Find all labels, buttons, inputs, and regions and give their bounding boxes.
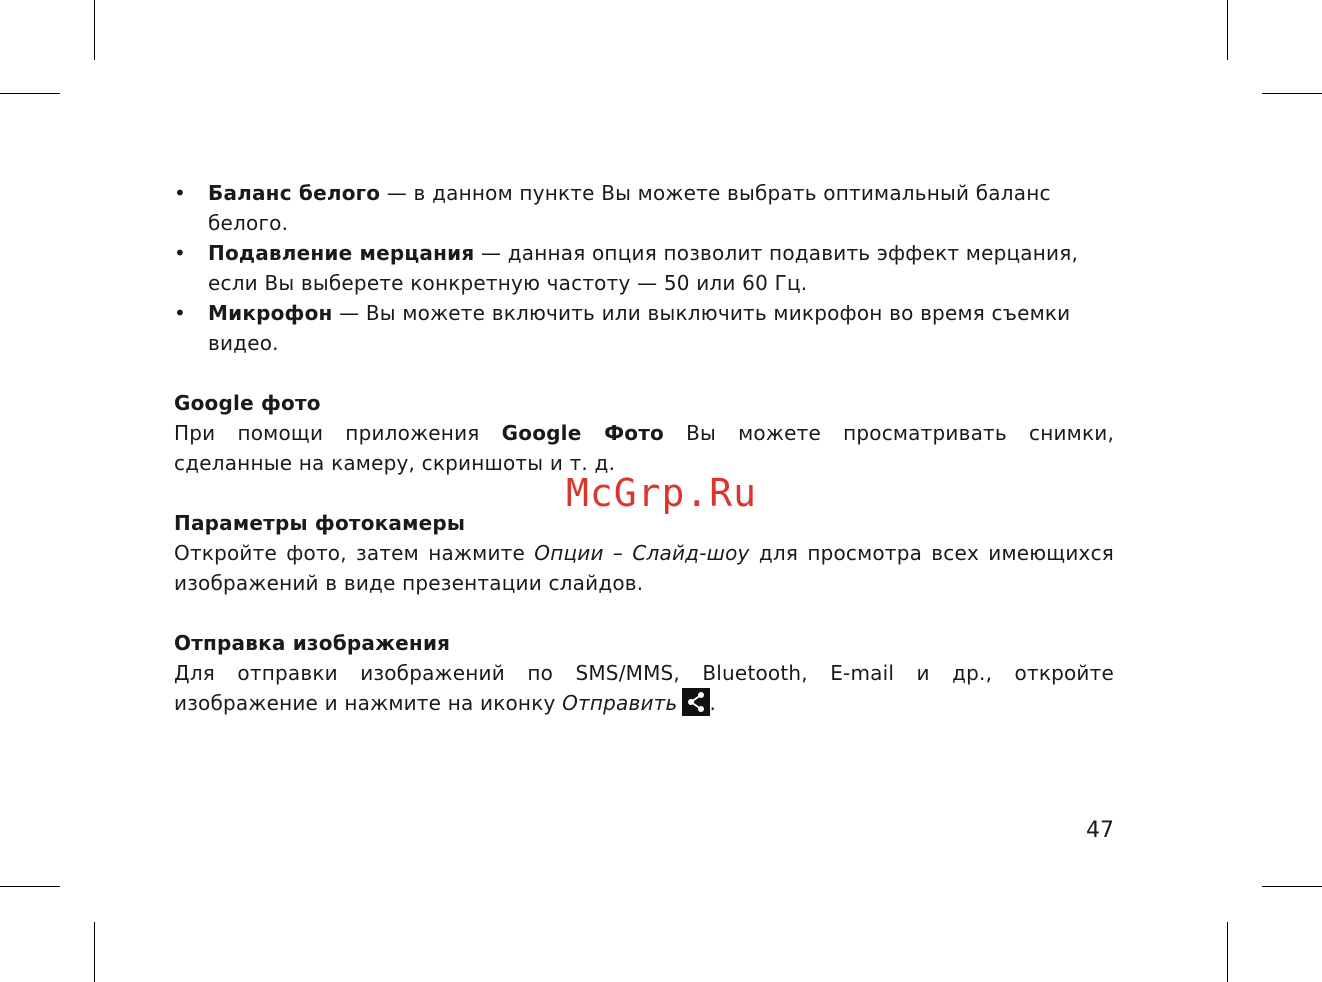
bullet-item-white-balance <box>174 178 1114 238</box>
text-part: для просмотра всех имеющихся изображений в виде презентации слайдов. <box>174 541 1114 595</box>
text-part: . <box>709 691 717 715</box>
bullet-item-flicker-reduction <box>174 238 1114 298</box>
page-content <box>174 178 1114 718</box>
settings-bullet-list <box>174 178 1114 358</box>
crop-mark-top-right-horizontal <box>1262 93 1322 94</box>
crop-mark-bottom-right-vertical <box>1227 922 1228 982</box>
action-name: Отправить <box>562 691 678 715</box>
section-send-image <box>174 628 1114 718</box>
crop-mark-top-left-horizontal <box>0 93 60 94</box>
section-text <box>174 658 1114 718</box>
section-title: Параметры фотокамеры <box>174 511 466 535</box>
bullet-text: — в данном пункте Вы можете выбрать оптимальный баланс белого. <box>208 181 1051 235</box>
menu-path: Опции – Слайд-шоу <box>534 541 750 565</box>
section-google-photo <box>174 388 1114 478</box>
text-part: Для отправки изображений по SMS/MMS, Bluetooth, E-mail и др., откройте изображение и нажмите на иконку <box>174 661 1114 715</box>
section-camera-params <box>174 508 1114 598</box>
bullet-text: — Вы можете включить или выключить микрофон во время съемки видео. <box>208 301 1071 355</box>
section-text <box>174 538 1114 598</box>
section-title: Google фото <box>174 391 321 415</box>
watermark: McGrp.Ru <box>566 471 758 515</box>
crop-mark-bottom-right-horizontal <box>1262 886 1322 887</box>
crop-mark-top-right-vertical <box>1227 0 1228 60</box>
bullet-text: — данная опция позволит подавить эффект мерцания, если Вы выберете конкретную частоту — 50 или 60 Гц. <box>208 241 1079 295</box>
section-title: Отправка изображения <box>174 631 451 655</box>
share-icon <box>682 688 710 716</box>
bullet-term: Подавление мерцания <box>208 241 475 265</box>
page-number: 47 <box>1086 818 1114 843</box>
text-part: Откройте фото, затем нажмите <box>174 541 535 565</box>
bullet-dot: • <box>174 181 186 205</box>
crop-mark-top-left-vertical <box>94 0 95 60</box>
bullet-term: Микрофон <box>208 301 333 325</box>
crop-mark-bottom-left-horizontal <box>0 886 60 887</box>
crop-mark-bottom-left-vertical <box>94 922 95 982</box>
bullet-dot: • <box>174 301 186 325</box>
app-name: Google Фото <box>501 421 664 445</box>
text-part: При помощи приложения <box>174 421 502 445</box>
bullet-dot: • <box>174 241 186 265</box>
text-part: Вы можете просматривать снимки, сделанные на камеру, скриншоты и т. д. <box>174 421 1114 475</box>
bullet-term: Баланс белого <box>208 181 381 205</box>
bullet-item-microphone <box>174 298 1114 358</box>
